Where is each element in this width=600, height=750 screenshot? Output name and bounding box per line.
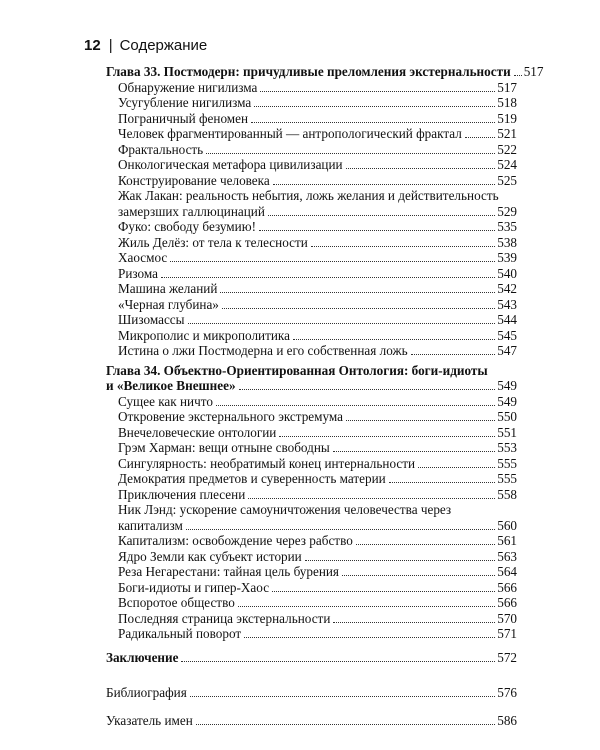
toc-item-page: 522 (497, 141, 517, 157)
toc-item[interactable] (106, 487, 517, 503)
dot-leader (356, 544, 495, 545)
toc-item-title: Ризома (118, 265, 158, 281)
toc-item[interactable] (106, 142, 517, 158)
dot-leader (279, 436, 495, 437)
toc-item-lacan[interactable] (106, 188, 517, 219)
toc-item-title: Обнаружение нигилизма (118, 79, 258, 95)
page-number: 12 (84, 36, 101, 54)
toc-item[interactable] (106, 173, 517, 189)
toc-item-title: Машина желаний (118, 281, 218, 296)
chapter-title: Глава 33. Постмодерн: причудливые преломления экстернальности (106, 64, 511, 79)
toc-item-page: 518 (497, 95, 517, 110)
toc-item-title: Приключения плесени (118, 486, 246, 502)
toc-item-title: Реза Негарестани: тайная цель бурения (118, 564, 339, 579)
bibliography-page: 576 (497, 685, 517, 700)
dot-leader (254, 106, 495, 107)
dot-leader (273, 184, 495, 185)
toc-item-title: Сингулярность: необратимый конец интернальности (118, 455, 416, 471)
dot-leader (259, 230, 495, 231)
toc-item-page: 571 (497, 626, 517, 641)
toc-item-page: 560 (497, 517, 517, 533)
dot-leader (238, 606, 495, 607)
toc-conclusion[interactable] (106, 650, 517, 666)
toc-item-title: Боги-идиоты и гипер-Хаос (118, 579, 270, 595)
toc-item[interactable] (106, 409, 517, 425)
toc-item[interactable] (106, 157, 517, 173)
toc-item[interactable] (106, 281, 517, 297)
toc-item-title: «Черная глубина» (118, 296, 219, 312)
toc-item[interactable] (106, 456, 517, 472)
dot-leader (196, 724, 495, 725)
dot-leader (170, 261, 495, 262)
dot-leader (389, 482, 495, 483)
dot-leader (465, 137, 495, 138)
toc-item-title: Человек фрагментированный — антропологический фрактал (118, 126, 462, 141)
toc-item-title: Внечеловеческие онтологии (118, 424, 277, 440)
conclusion-page: 572 (497, 649, 517, 665)
table-of-contents (106, 64, 544, 728)
dot-leader (244, 637, 495, 638)
toc-item[interactable] (106, 611, 517, 627)
chapter-title-line2: и «Великое Внешнее» (106, 378, 236, 393)
toc-item[interactable] (106, 394, 517, 410)
dot-leader (333, 622, 495, 623)
toc-item-title: Хаосмос (118, 250, 168, 265)
toc-item-title: Радикальный поворот (118, 626, 242, 641)
toc-item[interactable] (106, 564, 517, 580)
toc-item[interactable] (106, 80, 517, 96)
toc-item[interactable] (106, 580, 517, 596)
toc-item[interactable] (106, 549, 517, 565)
toc-item-page: 547 (497, 343, 517, 358)
dot-leader (216, 405, 495, 406)
toc-item-page: 542 (497, 281, 517, 296)
toc-item-page: 570 (497, 610, 517, 626)
dot-leader (346, 420, 495, 421)
toc-item-title: Последняя страница экстернальности (118, 610, 331, 626)
toc-item-page: 545 (497, 327, 517, 343)
toc-item[interactable] (106, 111, 517, 127)
conclusion-title: Заключение (106, 649, 179, 665)
running-header (84, 34, 207, 56)
toc-item-title: Грэм Харман: вещи отныне свободны (118, 440, 330, 455)
toc-item[interactable] (106, 533, 517, 549)
toc-item[interactable] (106, 440, 517, 456)
dot-leader (251, 122, 495, 123)
toc-item[interactable] (106, 297, 517, 313)
name-index-title: Указатель имен (106, 712, 193, 728)
toc-item-page: 564 (497, 564, 517, 579)
toc-item-title: Ядро Земли как субъект истории (118, 548, 302, 564)
toc-item-page: 561 (497, 533, 517, 548)
dot-leader (293, 339, 495, 340)
toc-item[interactable] (106, 343, 517, 359)
toc-item-page: 535 (497, 219, 517, 234)
toc-item[interactable] (106, 425, 517, 441)
toc-item-title: Сущее как ничто (118, 393, 213, 409)
toc-item-land[interactable] (106, 502, 517, 533)
header-title: Содержание (119, 36, 208, 54)
toc-item-title-line2: капитализм (118, 517, 183, 533)
toc-item-title: Усугубление нигилизма (118, 95, 252, 110)
toc-item-page: 551 (497, 424, 517, 440)
toc-chapter-34[interactable] (106, 363, 517, 394)
dot-leader (222, 308, 495, 309)
toc-item-title: Фрактальность (118, 141, 204, 157)
toc-item-title: Фуко: свободу безумию! (118, 219, 256, 234)
toc-item[interactable] (106, 471, 517, 487)
toc-item-page: 555 (497, 455, 517, 471)
toc-item-page: 558 (497, 486, 517, 502)
dot-leader (418, 467, 495, 468)
chapter-page: 517 (523, 64, 544, 79)
toc-item-page: 543 (497, 296, 517, 312)
toc-item[interactable] (106, 328, 517, 344)
dot-leader (186, 529, 495, 530)
dot-leader (333, 451, 495, 452)
dot-leader (220, 292, 495, 293)
toc-item-page: 549 (497, 393, 517, 409)
toc-item-page: 566 (497, 595, 517, 610)
toc-item-page: 555 (497, 471, 517, 486)
toc-item[interactable] (106, 126, 517, 142)
toc-item-title: Конструирование человека (118, 172, 270, 188)
toc-item-title: Жиль Делёз: от тела к телесности (118, 234, 308, 250)
name-index-page: 586 (497, 712, 517, 728)
toc-item[interactable] (106, 235, 517, 251)
dot-leader (161, 277, 495, 278)
chapter-title-line1: Глава 34. Объектно-Ориентированная Онтология: боги-идиоты (106, 362, 488, 378)
toc-item-title: Капитализм: освобождение через рабство (118, 533, 353, 548)
toc-item[interactable] (106, 95, 517, 111)
toc-item-page: 517 (497, 79, 517, 95)
chapter-page: 549 (497, 378, 517, 393)
toc-item-page: 539 (497, 250, 517, 265)
toc-item-page: 521 (497, 126, 517, 141)
toc-item-page: 563 (497, 548, 517, 564)
toc-item[interactable] (106, 250, 517, 266)
dot-leader (305, 560, 495, 561)
toc-item-page: 519 (497, 110, 517, 126)
toc-item-title: Демократия предметов и суверенность материи (118, 471, 386, 486)
toc-item-title: Микрополис и микрополитика (118, 327, 290, 343)
dot-leader (239, 389, 496, 390)
toc-item-title-line2: замерзших галлюцинаций (118, 203, 265, 219)
toc-item-title: Пограничный феномен (118, 110, 249, 126)
toc-item[interactable] (106, 595, 517, 611)
toc-item-title-line1: Жак Лакан: реальность небытия, ложь желания и действительность (118, 188, 499, 203)
dot-leader (514, 75, 522, 76)
toc-item[interactable] (106, 312, 517, 328)
dot-leader (268, 215, 495, 216)
toc-item-page: 544 (497, 312, 517, 327)
dot-leader (206, 153, 495, 154)
toc-item-title: Откровение экстернального экстремума (118, 409, 344, 424)
toc-item[interactable] (106, 626, 517, 642)
toc-item-title: Истина о лжи Постмодерна и его собственная ложь (118, 343, 408, 358)
dot-leader (260, 91, 495, 92)
dot-leader (272, 591, 495, 592)
dot-leader (190, 696, 495, 697)
dot-leader (346, 168, 496, 169)
toc-name-index[interactable] (106, 713, 517, 729)
header-separator: | (108, 36, 113, 54)
dot-leader (188, 323, 496, 324)
toc-item-title: Шизомассы (118, 312, 185, 327)
toc-item-title: Онкологическая метафора цивилизации (118, 157, 343, 172)
toc-bibliography[interactable] (106, 685, 517, 701)
toc-chapter-33[interactable] (106, 64, 544, 80)
toc-item-page: 524 (497, 157, 517, 172)
toc-item-page: 553 (497, 440, 517, 455)
dot-leader (311, 246, 495, 247)
dot-leader (181, 661, 495, 662)
toc-item-page: 540 (497, 265, 517, 281)
toc-item-page: 525 (497, 172, 517, 188)
toc-item-page: 529 (497, 203, 517, 219)
toc-item[interactable] (106, 219, 517, 235)
bibliography-title: Библиография (106, 685, 187, 700)
toc-item-page: 538 (497, 234, 517, 250)
toc-item-page: 550 (497, 409, 517, 424)
toc-item[interactable] (106, 266, 517, 282)
dot-leader (411, 354, 496, 355)
dot-leader (248, 498, 495, 499)
toc-item-title: Вспоротое общество (118, 595, 235, 610)
toc-item-page: 566 (497, 579, 517, 595)
dot-leader (342, 575, 495, 576)
toc-item-title-line1: Ник Лэнд: ускорение самоуничтожения человечества через (118, 502, 452, 517)
